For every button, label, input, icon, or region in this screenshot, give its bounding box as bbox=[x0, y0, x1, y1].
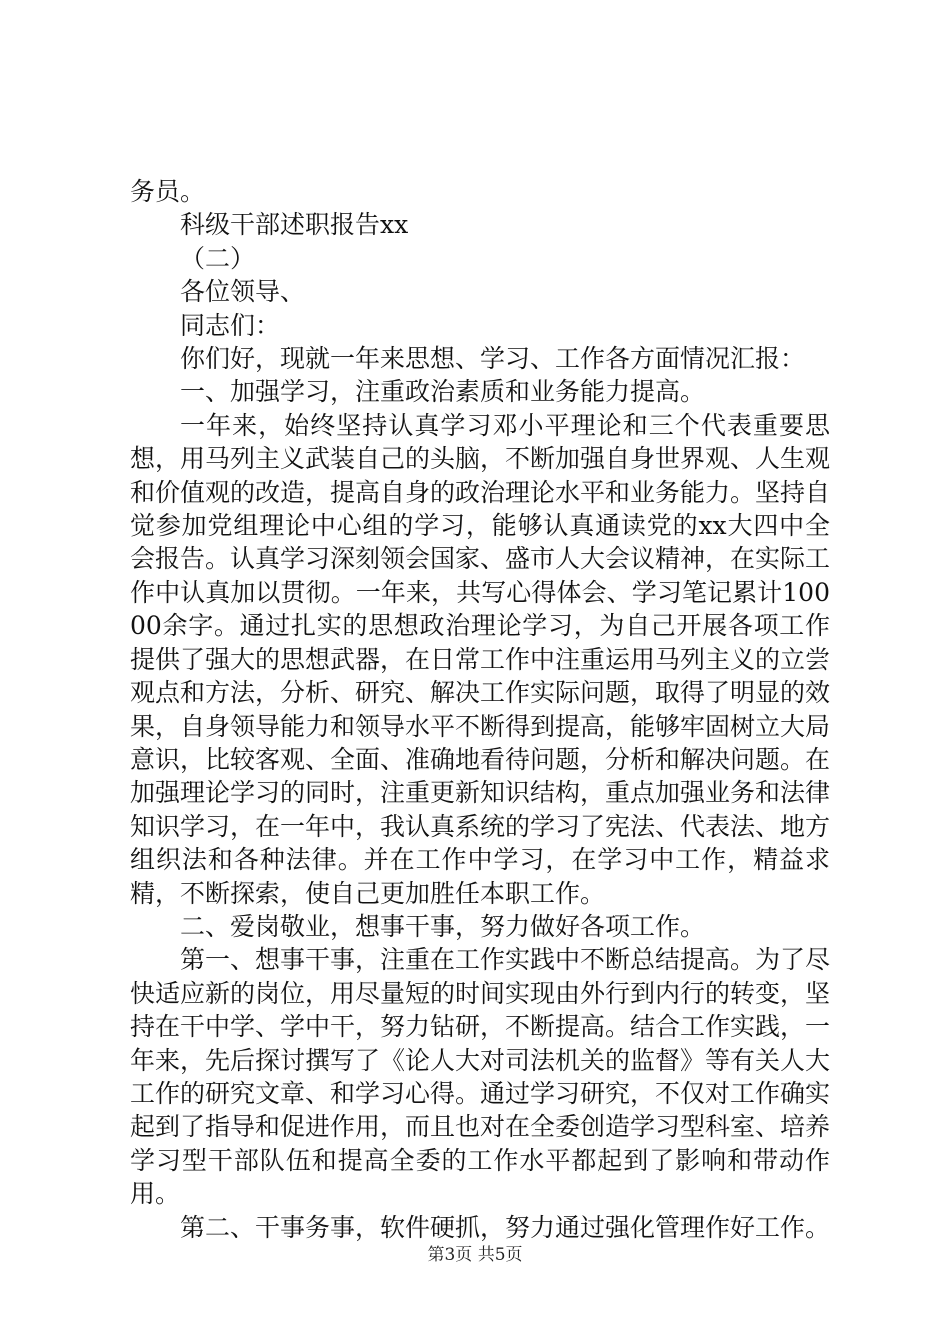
section-number: （二） bbox=[180, 243, 256, 273]
heading-two: 二、爱岗敬业，想事干事，努力做好各项工作。 bbox=[180, 911, 706, 941]
paragraph-first: 第一、想事干事，注重在工作实践中不断总结提高。为了尽快适应新的岗位，用尽量短的时间实现由外行到内行的转变，坚持在干中学、学中干，努力钻研，不断提高。结合工作实践，一年来，先后探讨撰写了《论人大对司法机关的监督》等有关人大工作的研究文章、和学习心得。通过学习研究，不仅对工作确实起到了指导和促进作用，而且也对在全委创造学习型科室、培养学习型干部队伍和提高全委的工作水平都起到了影响和带动作用。 bbox=[130, 945, 831, 1209]
report-title: 科级干部述职报告xx bbox=[180, 210, 409, 240]
document-body bbox=[130, 175, 830, 1244]
paragraph-second: 第二、干事务事，软件硬抓，努力通过强化管理作好工作。 bbox=[180, 1212, 831, 1242]
paragraph-continuation: 务员。 bbox=[130, 177, 206, 206]
paragraph-study: 一年来，始终坚持认真学习邓小平理论和三个代表重要思想，用马列主义武装自己的头脑，不断加强自身世界观、人生观和价值观的改造，提高自身的政治理论水平和业务能力。坚持自觉参加党组理论中心组的学习，能够认真通读党的xx大四中全会报告。认真学习深刻领会国家、盛市人大会议精神，在实际工作中认真加以贯彻。一年来，共写心得体会、学习笔记累计10000余字。通过扎实的思想政治理论学习，为自己开展各项工作提供了强大的思想武器，在日常工作中注重运用马列主义的立尝观点和方法，分析、研究、解决工作实际问题，取得了明显的效果，自身领导能力和领导水平不断得到提高，能够牢固树立大局意识，比较客观、全面、准确地看待问题，分析和解决问题。在加强理论学习的同时，注重更新知识结构，重点加强业务和法律知识学习，在一年中，我认真系统的学习了宪法、代表法、地方组织法和各种法律。并在工作中学习，在学习中工作，精益求精，不断探索，使自己更加胜任本职工作。 bbox=[130, 410, 831, 908]
salutation-comrades: 同志们： bbox=[180, 310, 281, 340]
opening-line: 你们好，现就一年来思想、学习、工作各方面情况汇报： bbox=[180, 344, 806, 374]
salutation-leaders: 各位领导、 bbox=[180, 277, 306, 307]
page-footer: 第3页 共5页 bbox=[427, 1245, 523, 1265]
heading-one: 一、加强学习，注重政治素质和业务能力提高。 bbox=[180, 377, 706, 407]
